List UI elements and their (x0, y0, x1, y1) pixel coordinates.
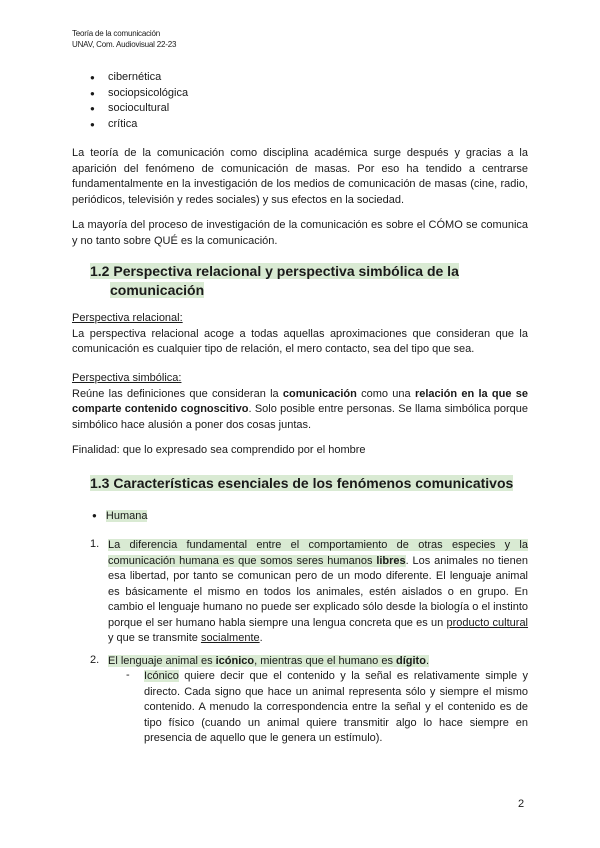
perspectives-list (92, 70, 188, 132)
sub-item: Icónico quiere decir que el contenido y la señal es relativamente simple y directo. Cada signo que hace un animal representa sólo y siempre el mismo contenido. A menudo la correspondencia entre la señal y el contenido es de tipo físico (cuando un animal quiere transmitir algo lo hace siempre en presencia de aquello que le genera un estímulo). (144, 670, 528, 744)
humana-label: Humana (105, 510, 148, 522)
list-item: ● sociopsicológica (92, 86, 188, 102)
numbered-item: La diferencia fundamental entre el comportamiento de otras especies y la comunicación humana es que somos seres humanos libres. Los animales no tienen esa libertad, por tanto se comunican pero de un modo diferente. El lenguaje animal es básicamente el mismo en todos los animales, estén aislados o en grupo. En cambio el lenguaje humano no puede ser explicado sólo desde la biología o el instinto porque el ser humano habla siempre una lengua concreta que es un producto cultural y que se transmite socialmente. (108, 539, 529, 644)
list-item: ● cibernética (92, 70, 188, 86)
heading-line: 1.2 Perspectiva relacional y perspectiva simbólica de la (90, 263, 459, 279)
paragraph: Reúne las definiciones que consideran la comunicación como una relación en la que se comparte contenido cognoscitivo. Solo posible entre personas. Se llama simbólica porque simbólico hace alusión a poner dos cosas juntas. (72, 387, 528, 431)
relacional-section (72, 311, 528, 358)
paragraph: Finalidad: que lo expresado sea comprendido por el hombre (72, 444, 366, 456)
list-item: ● sociocultural (92, 101, 188, 117)
header-institution: UNAV, Com. Audiovisual 22-23 (72, 40, 177, 49)
header-course: Teoría de la comunicación (72, 29, 160, 38)
paragraph: La perspectiva relacional acoge a todas aquellas aproximaciones que consideran que la comunicación es cualquier tipo de relación, el mero contacto, sea del tipo que sea. (72, 327, 528, 355)
page-number: 2 (518, 798, 525, 810)
section-heading (90, 262, 510, 300)
numbered-item: El lenguaje animal es icónico, mientras que el humano es dígito. (108, 655, 429, 667)
heading-line: 1.3 Características esenciales de los fenómenos comunicativos (90, 475, 514, 491)
paragraph: La teoría de la comunicación como disciplina académica surge después y gracias a la aparición del fenómeno de comunicación de masas. Por eso ha tendido a centrarse fundamentalmente en la investigación de los medios de comunicación de masas (cine, radio, periódicos, televisión y redes sociales) y sus efectos en la sociedad. (72, 147, 528, 206)
subsection-label: Perspectiva simbólica: (72, 372, 182, 384)
simbolica-section (72, 371, 528, 433)
humana-bullet (92, 509, 147, 525)
subsection-label: Perspectiva relacional: (72, 312, 183, 324)
list-number: 2. (90, 654, 100, 666)
list-number: 1. (90, 538, 100, 550)
bullet-icon: ● (92, 511, 97, 520)
paragraph: La mayoría del proceso de investigación de la comunicación es sobre el CÓMO se comunica y no tanto sobre QUÉ es la comunicación. (72, 219, 528, 247)
sub-dash: - (126, 669, 130, 681)
heading-line: comunicación (110, 282, 205, 298)
section-heading (90, 474, 530, 493)
list-item: ● crítica (92, 117, 188, 133)
page-header (72, 28, 176, 50)
